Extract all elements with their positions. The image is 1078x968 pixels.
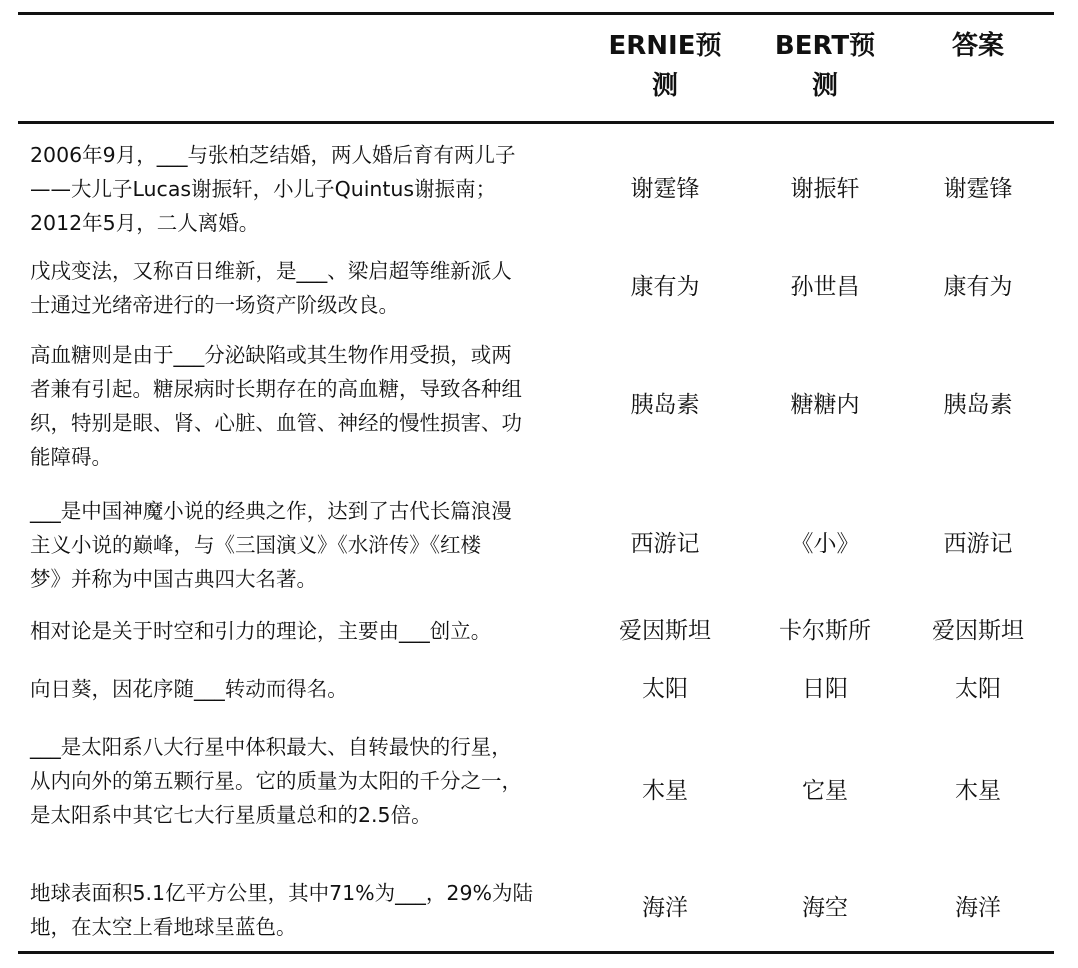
ernie-prediction-cell: 爱因斯坦	[619, 618, 711, 644]
question-cell	[30, 138, 590, 240]
question-line: 2012年5月，二人离婚。	[30, 211, 260, 235]
question-cell	[30, 876, 590, 944]
question-line: 戊戌变法，又称百日维新，是___、梁启超等维新派人	[30, 259, 512, 283]
question-line: 地，在太空上看地球呈蓝色。	[30, 915, 297, 939]
question-cell	[30, 254, 590, 322]
answer-cell: 木星	[955, 778, 1001, 804]
header-answer: 答案	[951, 31, 1004, 61]
question-cell	[30, 672, 590, 706]
question-line: ——大儿子Lucas谢振轩，小儿子Quintus谢振南；	[30, 177, 497, 201]
question-line: 地球表面积5.1亿平方公里，其中71%为___，29%为陆	[30, 881, 533, 905]
header-bert-prediction	[760, 26, 890, 106]
header-ernie-line2: 测	[651, 71, 678, 101]
ernie-prediction-cell: 谢霆锋	[630, 176, 700, 202]
table-row	[18, 730, 1054, 840]
answer-cell: 西游记	[943, 531, 1013, 557]
question-line: 向日葵，因花序随___转动而得名。	[30, 677, 348, 701]
table-header-rule	[18, 121, 1054, 124]
bert-prediction-cell: 糖糖内	[790, 392, 860, 418]
question-cell	[30, 494, 590, 596]
answer-cell: 海洋	[955, 895, 1001, 921]
bert-prediction-cell: 谢振轩	[790, 176, 860, 202]
answer-cell: 太阳	[955, 676, 1001, 702]
table-row	[18, 494, 1054, 604]
question-line: 高血糖则是由于___分泌缺陷或其生物作用受损，或两	[30, 343, 512, 367]
ernie-prediction-cell: 太阳	[642, 676, 688, 702]
question-line: 梦》并称为中国古典四大名著。	[30, 567, 317, 591]
table-row	[18, 338, 1054, 488]
bert-prediction-cell: 海空	[802, 895, 848, 921]
answer-cell: 康有为	[943, 274, 1013, 300]
answer-cell: 谢霆锋	[943, 176, 1013, 202]
question-line: 是太阳系中其它七大行星质量总和的2.5倍。	[30, 803, 432, 827]
bert-prediction-cell: 卡尔斯所	[779, 618, 871, 644]
question-line: 士通过光绪帝进行的一场资产阶级改良。	[30, 293, 399, 317]
table-row	[18, 672, 1054, 722]
header-ernie-prediction	[600, 26, 730, 106]
ernie-prediction-cell: 木星	[642, 778, 688, 804]
table-row	[18, 614, 1054, 664]
question-line: 织，特别是眼、肾、心脏、血管、神经的慢性损害、功	[30, 411, 522, 435]
question-cell	[30, 338, 590, 474]
table-row	[18, 252, 1054, 332]
question-line: 能障碍。	[30, 445, 112, 469]
question-line: 主义小说的巅峰，与《三国演义》《水浒传》《红楼	[30, 533, 481, 557]
question-cell	[30, 730, 590, 832]
question-line: 相对论是关于时空和引力的理论，主要由___创立。	[30, 619, 492, 643]
answer-cell: 胰岛素	[943, 392, 1013, 418]
ernie-prediction-cell: 康有为	[630, 274, 700, 300]
answer-cell: 爱因斯坦	[932, 618, 1024, 644]
question-line: 2006年9月，___与张柏芝结婚，两人婚后育有两儿子	[30, 143, 516, 167]
header-bert-line1: BERT预	[774, 31, 876, 61]
bert-prediction-cell: 日阳	[802, 676, 848, 702]
bert-prediction-cell: 孙世昌	[790, 274, 860, 300]
ernie-prediction-cell: 西游记	[630, 531, 700, 557]
table-top-rule	[18, 12, 1054, 15]
question-line: ___是太阳系八大行星中体积最大、自转最快的行星，	[30, 735, 512, 759]
header-ernie-line1: ERNIE预	[608, 31, 722, 61]
ernie-prediction-cell: 胰岛素	[630, 392, 700, 418]
table-bottom-rule	[18, 951, 1054, 954]
bert-prediction-cell: 它星	[802, 778, 848, 804]
table-row	[18, 876, 1054, 946]
header-bert-line2: 测	[811, 71, 838, 101]
question-line: 从内向外的第五颗行星。它的质量为太阳的千分之一，	[30, 769, 522, 793]
ernie-prediction-cell: 海洋	[642, 895, 688, 921]
question-line: 者兼有引起。糖尿病时长期存在的高血糖，导致各种组	[30, 377, 522, 401]
bert-prediction-cell: 《小》	[790, 531, 860, 557]
table-row	[18, 134, 1054, 244]
question-cell	[30, 614, 590, 648]
question-line: ___是中国神魔小说的经典之作，达到了古代长篇浪漫	[30, 499, 512, 523]
